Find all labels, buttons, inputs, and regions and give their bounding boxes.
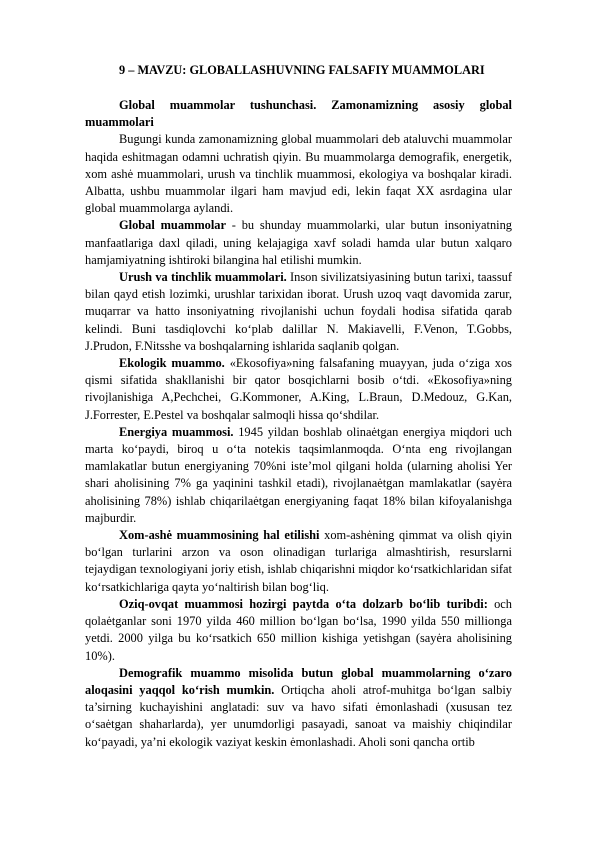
paragraph-intro	[85, 131, 512, 217]
paragraph-lead: Global muammolar	[119, 218, 226, 233]
paragraph-text: Inson sivilizatsiyasining butun tarixi, taassuf bilan qayd etish lozimki, urushlar tarixidan iborat. Urush uzoq vaqt davomida zarur, muqarrar va hatto insoniyatning rivojlanishi uchun foydali hodisa sifatida qarab kelindi. Buni tasdiqlovchi ko‘plab dalillar N. Makiavelli, F.Venon, T.Gobbs, J.Prudon, F.Nitsshe va boshqalarning ishlarida saqlanib qolgan.	[85, 270, 512, 353]
paragraph-text: xom-ashėning qimmat va olish qiyin bo‘lgan turlarini arzon va oson olinadigan turlariga almashtirish, resurslarni tejaydigan texnologiyani joriy etish, ishlab chiqarishni miqdor ko‘rsatkichlaridan sifat ko‘rsatkichlariga qayta yo‘naltirish bilan bog‘liq.	[85, 528, 512, 594]
paragraph-text: Bugungi kunda zamonamizning global muammolari deb ataluvchi muammolar haqida eshitmagan odamni uchratish qiyin. Bu muammolarga demografik, energetik, xom ashė muammolari, urush va tinchlik muammosi, ekologiya va boshqalar kiradi. Albatta, ushbu muammolar ilgari ham mavjud edi, lekin faqat XX asrdagina ular global muammolarga aylandi.	[85, 132, 512, 216]
paragraph-ecology	[85, 355, 512, 424]
paragraph-lead: Urush va tinchlik muammolari.	[119, 270, 287, 285]
paragraph-lead: Xom-ashė muammosining hal etilishi	[119, 528, 320, 543]
paragraph-food	[85, 596, 512, 665]
paragraph-global-problems	[85, 217, 512, 269]
paragraph-lead: Demografik muammo misolida butun global muammolarning o‘zaro aloqasini yaqqol ko‘rish mumkin.	[85, 665, 512, 697]
paragraph-war-peace	[85, 269, 512, 355]
paragraph-energy	[85, 424, 512, 527]
page-title: 9 – MAVZU: GLOBALLASHUVNING FALSAFIY MUAMMOLARI	[119, 63, 485, 77]
paragraph-demography	[85, 665, 512, 751]
paragraph-raw-materials	[85, 527, 512, 596]
paragraph-text: - bu shunday muammolarki, ular butun insoniyatning manfaatlariga daxl qiladi, uning kelajagiga xavf soladi hamda ular butun xalqaro hamjamiyatning ishtiroki bilangina hal etilishi mumkin.	[85, 218, 512, 267]
paragraph-lead: Oziq-ovqat muammosi hozirgi paytda o‘ta dolzarb bo‘lib turibdi:	[119, 596, 488, 611]
paragraph-text: «Ekosofiya»ning falsafaning muayyan, juda o‘ziga xos qismi sifatida shakllanishi bir qator bosqichlarni bosib o‘tdi. «Ekosofiya»ning rivojlanishiga A,Pechchei, G.Kommoner, A.King, L.Braun, D.Medouz, G.Kan, J.Forrester, E.Pestel va boshqalar salmoqli hissa qo‘shdilar.	[85, 356, 512, 422]
paragraph-lead: Energiya muammosi.	[119, 424, 234, 439]
paragraph-lead: Ekologik muammo.	[119, 356, 225, 371]
paragraph-text: 1945 yildan boshlab olinaėtgan energiya miqdori uch marta ko‘paydi, biroq u o‘ta notekis taqsimlanmoqda. O‘nta eng rivojlangan mamlakatlar butun energiyaning 70%ni iste’mol qilgani holda (ularning aholisi Yer shari aholisining 7% ga yaqinini tashkil etadi), rivojlanaėtgan mamlakatlar (sayėra aholisining 78%) ishlab chiqarilaėtgan energiyaning faqat 18% bilan kifoyalanishga majburdir.	[85, 424, 512, 525]
paragraph-text: och qolaėtganlar soni 1970 yilda 460 million bo‘lgan bo‘lsa, 1990 yilda 550 millionga yetdi. 2000 yilga bu ko‘rsatkich 650 million kishiga yetishgan (sayėra aholisining 10%).	[85, 596, 512, 663]
paragraph-text: Ortiqcha aholi atrof-muhitga bo‘lgan salbiy ta’sirning kuchayishini anglatadi: suv va havo sifati ėmonlashadi (xususan tez o‘saėtgan shaharlarda), yer unumdorligi pasayadi, sanoat va maishiy chiqindilar ko‘payadi, ya’ni ekologik vaziyat keskin ėmonlashadi. Aholi soni qancha ortib	[85, 682, 512, 749]
document-body	[85, 60, 512, 751]
section-heading: Global muammolar tushunchasi. Zamonamizning asosiy global muammolari	[85, 98, 512, 130]
